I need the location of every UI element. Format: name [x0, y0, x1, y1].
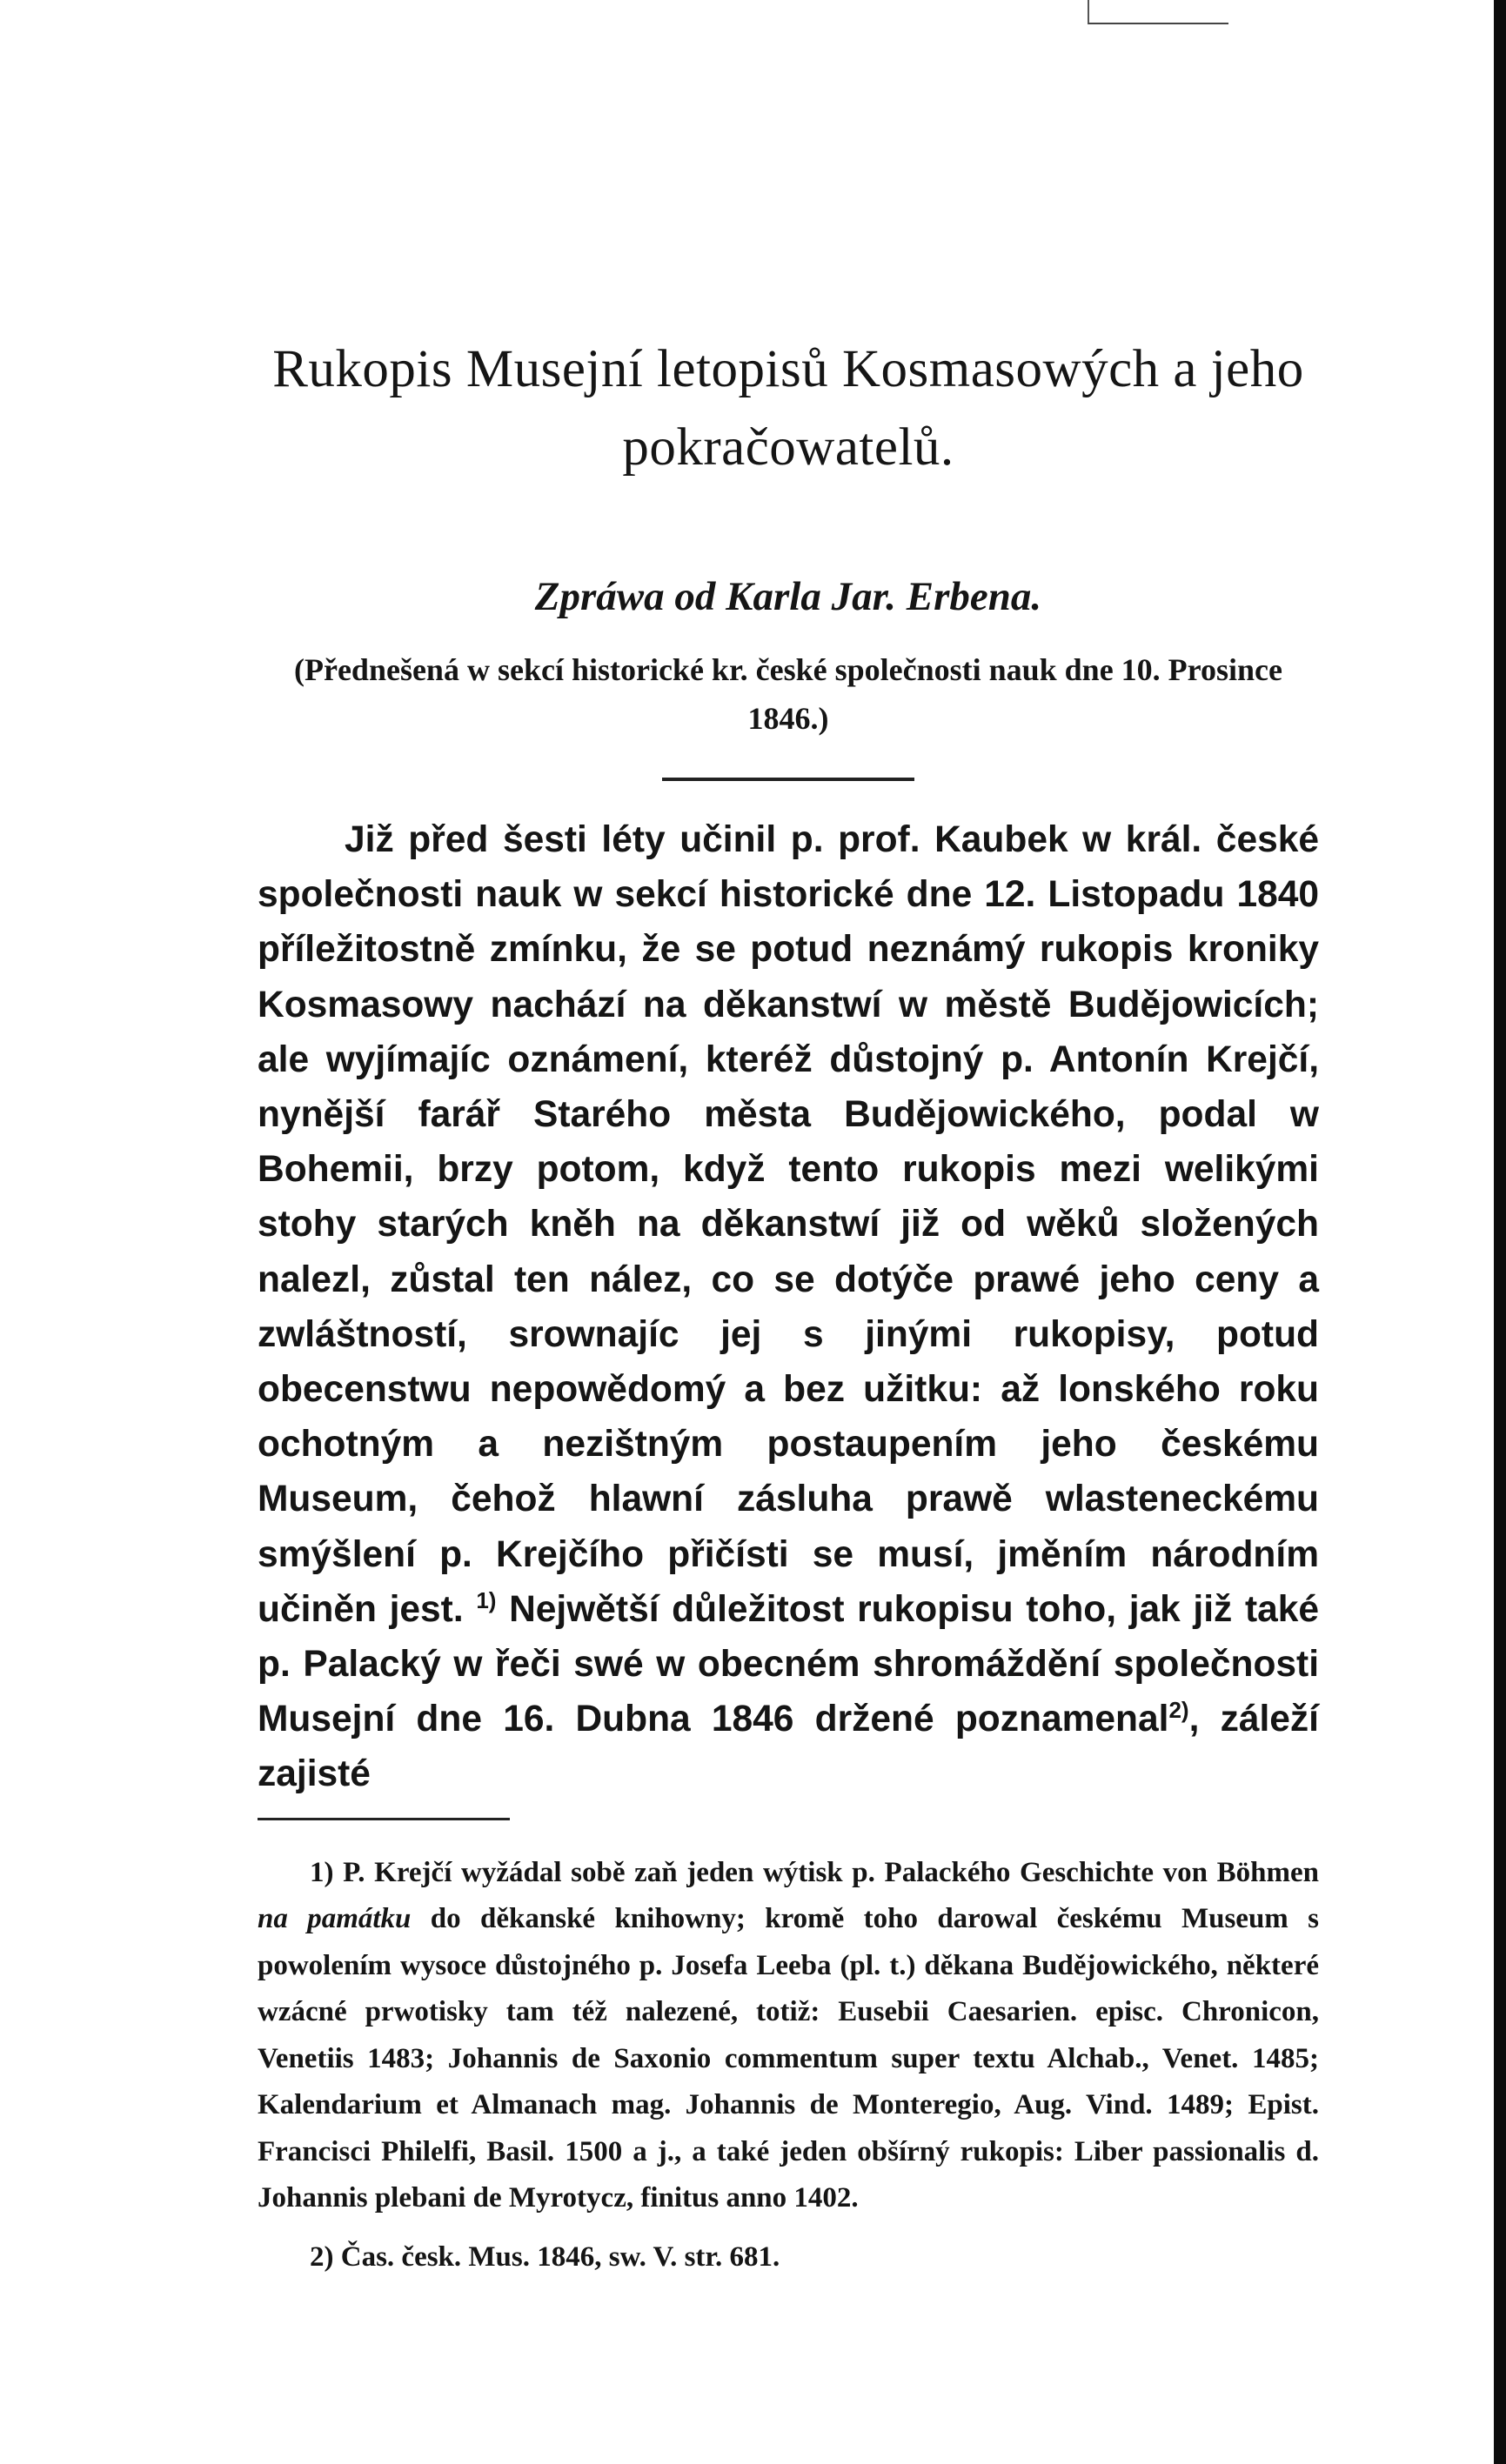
footnote-ref-1: 1) — [476, 1586, 497, 1613]
footnote-1-mark: 1) — [310, 1856, 334, 1888]
footnote-ref-2: 2) — [1168, 1697, 1189, 1724]
footnote-1-text-before: P. Krejčí wyžádal sobě zaň jeden wýtisk p. Palackého Geschichte von Böhmen — [343, 1856, 1319, 1888]
footnote-1 — [258, 1850, 1319, 2222]
footnote-1-text-after: do děkanské knihowny; kromě toho darowal českému Museum s powolením wysoce důstojného p. Josefa Leeba (pl. t.) děkana Budějowického, některé wzácné prwotisky tam též nalezené, totiž: Eusebii Caesarien. episc. Chronicon, Venetiis 1483; Johannis de Saxonio commentum super textu Alchab., Venet. 1485; Kalendarium et Almanach mag. Johannis de Monteregio, Aug. Vind. 1489; Epist. Francisci Philelfi, Basil. 1500 a j., a také jeden obšírný rukopis: Liber passionalis d. Johannis plebani de Myrotycz, finitus anno 1402. — [258, 1903, 1320, 2214]
footnote-2-text: Čas. česk. Mus. 1846, sw. V. str. 681. — [340, 2240, 780, 2273]
scan-top-mark — [1088, 0, 1228, 24]
footnote-1-text-italic: na památku — [258, 1903, 412, 1935]
presentation-note: (Přednešená w sekcí historické kr. české společnosti nauk dne 10. Prosince 1846.) — [293, 652, 1282, 736]
body-text-part1: Již před šesti léty učinil p. prof. Kaubek w král. české společnosti nauk w sekcí historické dne 12. Listopadu 1840 příležitostně zmínku, že se potud neznámý rukopis kroniky Kosmasowy nachází na děkanstwí w městě Budějowicích; ale wyjímajíc oznámení, kteréž důstojný p. Antonín Krejčí, nynější farář Starého města Budějowického, podal w Bohemii, brzy potom, když tento rukopis mezi welikými stohy starých kněh na děkanstwí již od wěků složených nalezl, zůstal ten nález, co se dotýče prawé jeho ceny a zwláštností, srownajíc jej s jinými rukopisy, potud obecenstwu nepowědomý a bez užitku: až lonského roku ochotným a nezištným postaupením jeho českému Museum, čehož hlawní zásluha prawě wlasteneckému smýšlení p. Krejčího přičísti se musí, jměním národním učiněn jest. — [258, 819, 1319, 1630]
footnote-2 — [258, 2234, 1319, 2281]
document-title: Rukopis Musejní letopisů Kosmasowých a jeho pokračowatelů. — [272, 340, 1304, 477]
page-content — [258, 331, 1319, 2293]
author-line: Zpráwa od Karla Jar. Erbena. — [534, 574, 1042, 619]
footnote-2-mark: 2) — [310, 2240, 334, 2273]
body-text-part2: Nejwětší důležitost rukopisu toho, jak již také p. Palacký w řeči swé w obecném shromáždění společnosti Musejní dne 16. Dubna 1846 držené poznamenal — [258, 1588, 1320, 1740]
title-separator — [662, 778, 914, 781]
body-paragraph — [258, 812, 1319, 1802]
scan-edge — [1494, 0, 1506, 2464]
body-text-part3: , záleží zajisté — [258, 1699, 1319, 1795]
footnote-rule — [258, 1818, 510, 1820]
